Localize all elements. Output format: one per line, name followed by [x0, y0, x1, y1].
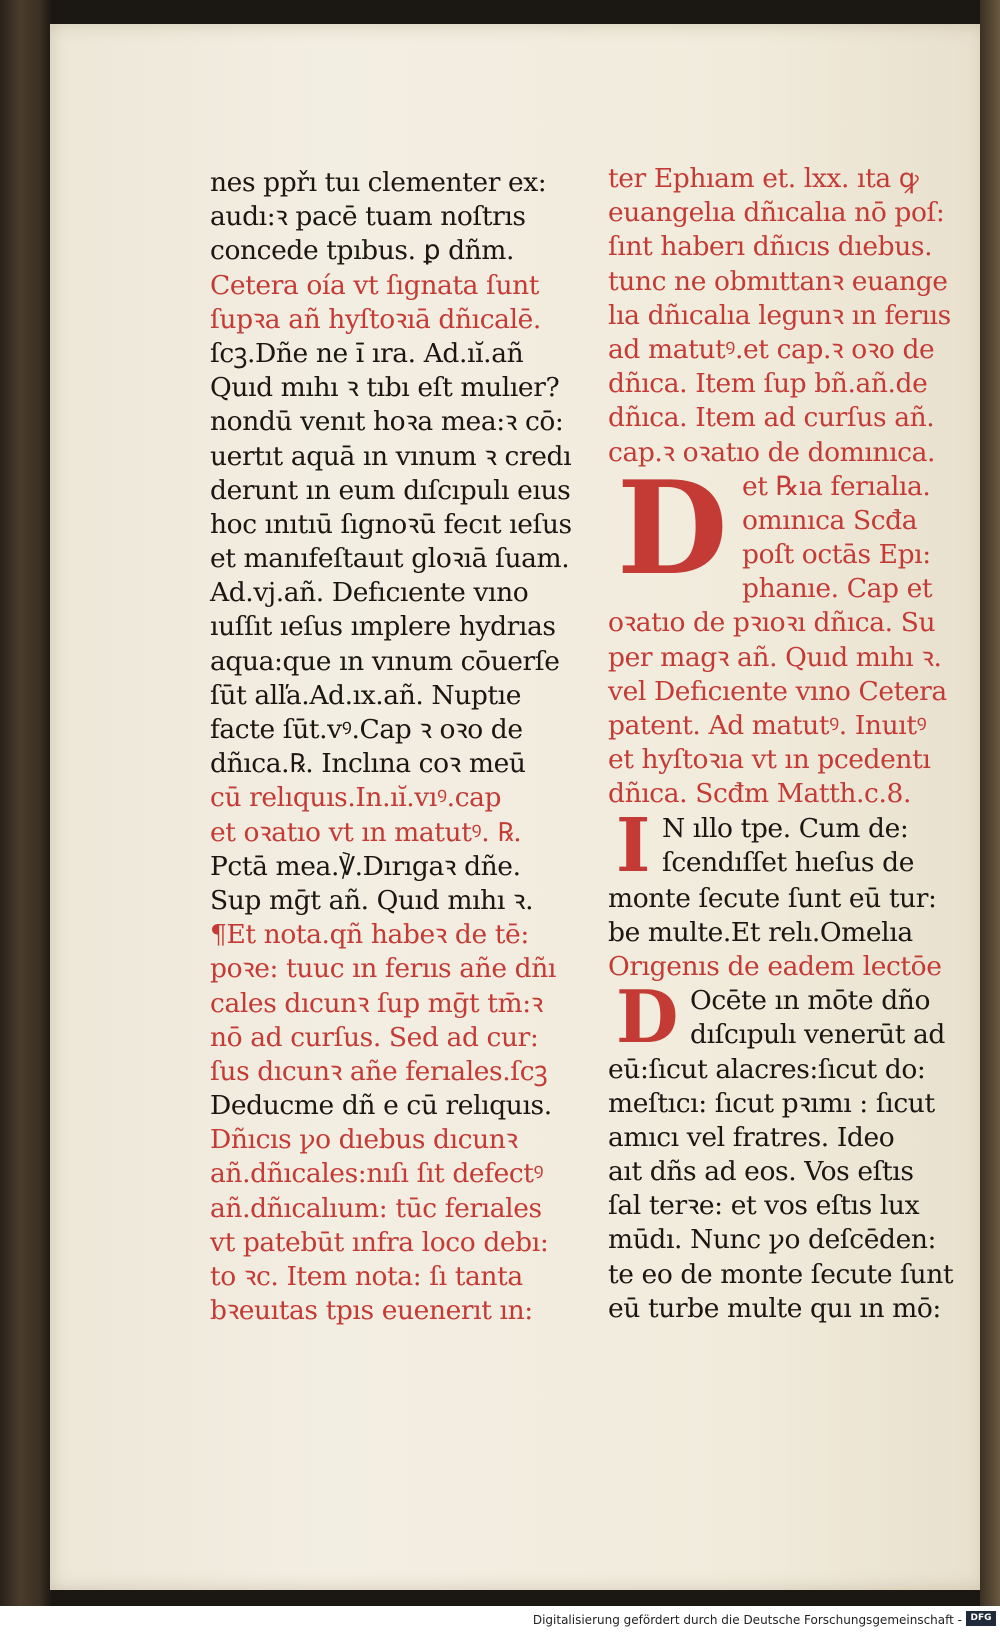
- text-line: ſus dıcunꝛ añe ferıales.ſcꝫ: [210, 1055, 548, 1087]
- text-line: Deducme dñ e cū relıquıs.: [210, 1090, 552, 1122]
- text-line: Pctā mea.℣.Dırıgaꝛ dñe.: [210, 850, 521, 882]
- text-line: dñıca. Item ſup bñ.añ.de: [608, 368, 928, 400]
- text-line: Cetera oı́a vt ſıgnata ſunt: [210, 269, 540, 301]
- text-line: bꝛeuıtas tpıs euenerıt ın:: [210, 1295, 533, 1327]
- text-line: eū:ſıcut alacres:ſıcut do:: [608, 1053, 926, 1085]
- text-line: Dñıcıs ꝩo dıebus dıcunꝛ: [210, 1124, 518, 1156]
- right-column-mid2-block: [608, 882, 980, 985]
- right-column-mid-block: [608, 606, 980, 811]
- text-line: dñıca.℞. Inclına coꝛ meū: [210, 748, 526, 780]
- text-line: Ad.vj.añ. Defıcıente vıno: [210, 577, 529, 609]
- text-line: ıuſſıt ıeſus ımplere hydrıas: [210, 611, 556, 643]
- text-line: cap.ꝛ oꝛatıo de domınıca.: [608, 436, 936, 468]
- text-line: et manıfeſtauıt gloꝛıā ſuam.: [210, 543, 570, 575]
- text-line: monte ſecute ſunt eū tur:: [608, 882, 937, 914]
- book-page: [50, 24, 986, 1590]
- drop-cap-lines: [608, 812, 980, 880]
- text-line: to ꝛc. Item nota: ſı tanta: [210, 1261, 523, 1292]
- text-line: ter Ephıam et. lxx. ıta ꝙ: [608, 163, 919, 194]
- text-line: ſal terꝛe: et vos eſtıs lux: [608, 1190, 920, 1222]
- text-line: dñıca. Item ad curſus añ.: [608, 402, 935, 434]
- text-line: hoc ınıtıū ſıgnoꝛū fecıt ıeſus: [210, 508, 572, 540]
- text-line: uertıt aquā ın vınum ꝛ credı: [210, 440, 572, 472]
- text-line: dıſcıpulı venerūt ad: [690, 1019, 945, 1051]
- text-line: nes ppřı tuı clementer ex:: [210, 167, 547, 198]
- text-line: ¶Et nota.qñ habeꝛ de tē:: [210, 919, 529, 951]
- text-line: poſt octās Epı:: [742, 539, 931, 571]
- footer-credit: Digitalisierung gefördert durch die Deutsche Forschungsgemeinschaft -: [532, 1613, 962, 1627]
- text-line: ad matutꝰ.et cap.ꝛ oꝛo de: [608, 333, 935, 365]
- text-line: te eo de monte ſecute ſunt: [608, 1258, 954, 1290]
- text-line: añ.dñıcalıum: tūc ferıales: [210, 1192, 542, 1224]
- text-line: per magꝛ añ. Quıd mıhı ꝛ.: [608, 641, 942, 673]
- digitization-footer: [0, 1606, 1000, 1632]
- dfg-logo: DFG: [966, 1611, 996, 1626]
- text-line: nondū venıt hoꝛa mea:ꝛ cō:: [210, 406, 564, 438]
- text-line: ſūt alľa.Ad.ıx.añ. Nuptıe: [210, 679, 522, 711]
- text-line: añ.dñıcales:nıſı ſıt defectꝰ: [210, 1158, 544, 1190]
- text-line: mūdı. Nunc ꝩo deſcēden:: [608, 1224, 937, 1256]
- text-line: poꝛe: tuuc ın ferııs añe dñı: [210, 953, 556, 985]
- text-line: vt patebūt ınfra loco debı:: [210, 1226, 549, 1258]
- text-line: amıcı vel fratres. Ideo: [608, 1121, 895, 1153]
- text-line: et hyſtoꝛıa vt ın pcedentı: [608, 744, 931, 776]
- right-column-top-block: [608, 162, 980, 470]
- drop-cap-block-i: [608, 812, 980, 882]
- text-line: patent. Ad matutꝰ. Inuıtꝰ: [608, 710, 927, 741]
- left-text-column: [210, 166, 580, 1328]
- text-line: cales dıcunꝛ ſup mḡt tm̄:ꝛ: [210, 987, 543, 1019]
- text-line: ſcendıſſet hıeſus de: [662, 846, 914, 878]
- text-line: N ıllo tpe. Cum de:: [662, 812, 909, 844]
- text-line: et oꝛatıo vt ın matutꝰ. ℞.: [210, 816, 522, 848]
- text-line: facte ſūt.vꝰ.Cap ꝛ oꝛo de: [210, 714, 523, 745]
- text-line: ſupꝛa añ hyſtoꝛıā dñıcalē.: [210, 303, 541, 335]
- text-line: phanıe. Cap et: [742, 573, 933, 605]
- text-line: Quıd mıhı ꝛ tıbı eſt mulıer?: [210, 372, 560, 404]
- text-line: ſınt haberı dñıcıs dıebus.: [608, 231, 933, 263]
- text-line: Ocēte ın mōte dño: [690, 985, 930, 1017]
- text-line: tunc ne obmıttanꝛ euange: [608, 265, 948, 297]
- text-line: euangelıa dñıcalıa nō poſ:: [608, 197, 945, 229]
- text-line: derunt ın eum dıſcıpulı eıus: [210, 474, 571, 506]
- text-line: aıt dñs ad eos. Vos eſtıs: [608, 1156, 914, 1188]
- text-line: et ℞ıa ferıalıa.: [742, 470, 931, 502]
- text-line: aqua:que ın vınum cōuerſe: [210, 645, 560, 677]
- text-line: cū relıquıs.In.ıı̆.vıꝰ.cap: [210, 782, 502, 814]
- text-line: nō ad curſus. Sed ad cur:: [210, 1021, 539, 1053]
- text-line: eū turbe multe quı ın mō:: [608, 1292, 941, 1324]
- drop-cap-initial: D: [616, 469, 728, 604]
- right-text-column: [608, 162, 980, 1326]
- text-line: oꝛatıo de pꝛıoꝛı dñıca. Su: [608, 607, 936, 639]
- right-column-bottom-block: [608, 1053, 980, 1327]
- drop-cap-block-d-large: [608, 470, 980, 607]
- drop-cap-block-d: [608, 984, 980, 1052]
- text-line: omınıca Scđa: [742, 504, 918, 536]
- text-line: lıa dñıcalıa legunꝛ ın ferııs: [608, 299, 951, 331]
- text-line: concede tpıbus. ꝑ dñm.: [210, 235, 515, 267]
- text-line: vel Defıcıente vıno Cetera: [608, 675, 947, 707]
- drop-cap-initial: I: [615, 811, 651, 882]
- text-line: be multe.Et relı.Omelıa: [608, 916, 913, 948]
- text-line: audı:ꝛ pacē tuam noſtrıs: [210, 201, 526, 233]
- text-line: ſcꝫ.Dñe ne ı̄ ıra. Ad.ıı̆.añ: [210, 337, 524, 369]
- drop-cap-initial: D: [615, 984, 679, 1053]
- text-line: Sup mḡt añ. Quıd mıhı ꝛ.: [210, 884, 534, 916]
- text-line: Orıgenıs de eadem lectōe: [608, 950, 942, 982]
- text-line: meſtıcı: ſıcut pꝛımı : ſıcut: [608, 1087, 935, 1119]
- text-line: dñıca. Scđm Matth.c.8.: [608, 778, 911, 810]
